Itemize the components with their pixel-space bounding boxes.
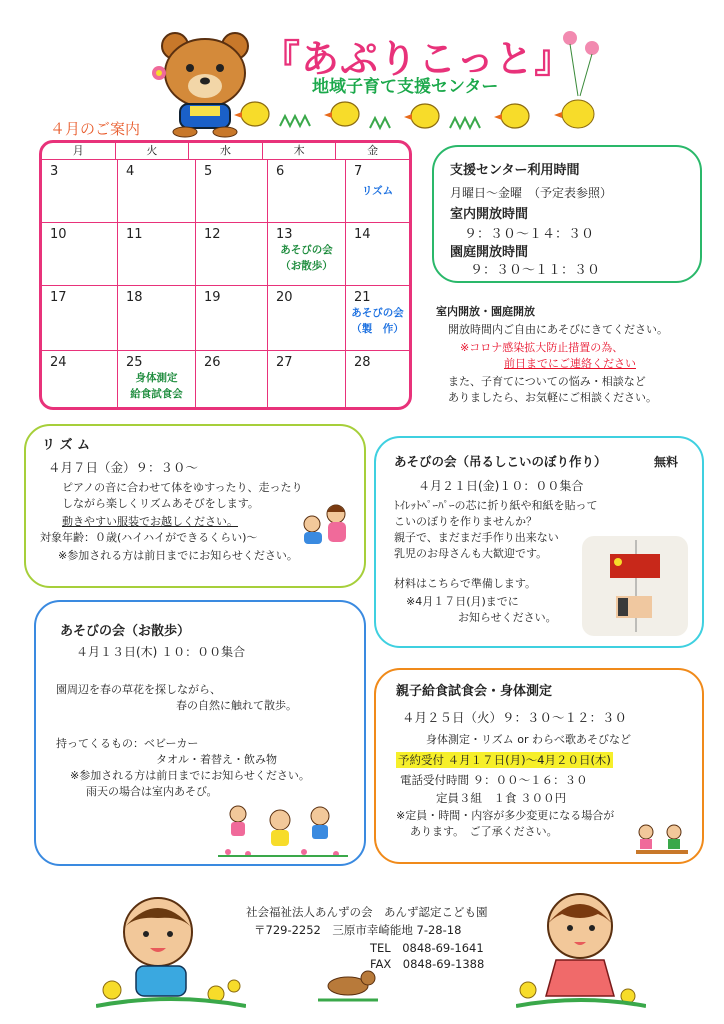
hours-days: 月曜日～金曜 （予定表参照）: [450, 186, 613, 200]
calendar-day-cell: [42, 160, 118, 222]
walk-line1: 園周辺を春の草花を探しながら、: [56, 683, 221, 696]
lunch-title: 親子給食試食会・身体測定: [396, 684, 553, 699]
open-info-line3: ありましたら、お気軽にご相談ください。: [448, 391, 657, 404]
calendar-event: あそびの会: [280, 244, 333, 256]
day-number: 25: [126, 355, 143, 370]
calendar-day-cell: [346, 160, 409, 222]
calendar-day-cell: [196, 286, 268, 350]
koinobori-box: [374, 436, 704, 648]
garden-time: ９：３０～１１：３０: [470, 263, 601, 278]
rhythm-line1: ピアノの音に合わせて体をゆすったり、走ったり: [62, 481, 303, 494]
calendar-event: 給食試食会: [130, 388, 183, 400]
day-number: 10: [50, 227, 67, 242]
day-number: 6: [276, 164, 285, 179]
calendar-day-cell: [118, 223, 196, 285]
koinobori-line1: ﾄｲﾚｯﾄﾍﾟｰﾊﾟｰの芯に折り紙や和紙を貼って: [394, 499, 598, 512]
day-number: 7: [354, 164, 363, 179]
footer-org: 社会福祉法人あんずの会 あんず認定こども園: [246, 905, 488, 919]
girl-illustration: [516, 886, 646, 1010]
calendar-event: 身体測定: [135, 372, 178, 384]
calendar-day-cell: [346, 286, 409, 350]
day-number: 19: [204, 290, 221, 305]
day-number: 24: [50, 355, 67, 370]
open-info-title: 室内開放・園庭開放: [436, 305, 535, 318]
koinobori-free: 無料: [654, 455, 679, 469]
lunch-capacity: 定員３組 １食 ３００円: [436, 791, 567, 805]
calendar-day-cell: [42, 286, 118, 350]
weekday-thu: 木: [263, 143, 337, 159]
parent-child-illustration: [294, 500, 358, 552]
calendar-event: （お散歩）: [280, 260, 333, 272]
day-number: 26: [204, 355, 221, 370]
calendar-event: リズム: [361, 185, 394, 197]
rhythm-date: ４月７日（金）９：３０～: [48, 460, 199, 475]
day-number: 27: [276, 355, 293, 370]
rhythm-line3: 動きやすい服装でお越しください。: [62, 515, 238, 528]
calendar-day-cell: [196, 160, 268, 222]
calendar-day-cell: [196, 351, 268, 410]
calendar-day-cell: [268, 160, 346, 222]
dog-illustration: [318, 962, 378, 1002]
lunch-date: ４月２５日（火）９：３０～１２：３０: [402, 710, 628, 725]
weekday-fri: 金: [367, 144, 379, 157]
rhythm-title: リ ズ ム: [42, 438, 91, 453]
day-number: 17: [50, 290, 67, 305]
day-number: 12: [204, 227, 221, 242]
koinobori-line7: お知らせください。: [458, 611, 557, 624]
reservation-period: 予約受付 ４月１７日(月)～4月２０日(木): [398, 753, 611, 767]
day-number: 4: [126, 164, 135, 179]
hours-box: [432, 145, 702, 283]
indoor-label: 室内開放時間: [450, 207, 529, 222]
flower-icon: [150, 64, 168, 82]
calendar-event: あそびの会: [351, 307, 404, 319]
calendar-week-row: [42, 351, 409, 410]
covid-notice: ※コロナ感染拡大防止措置の為、: [460, 341, 624, 354]
calendar-day-cell: [268, 286, 346, 350]
lunch-note1: ※定員・時間・内容が多少変更になる場合が: [396, 809, 615, 822]
koinobori-line3: 親子で、まだまだ手作り出来ない: [394, 531, 559, 544]
koinobori-line4: 乳児のお母さんも大歓迎です。: [394, 547, 548, 560]
boy-illustration: [96, 890, 246, 1010]
day-number: 21: [354, 290, 371, 305]
calendar: [39, 140, 412, 410]
eating-children-illustration: [632, 822, 692, 858]
open-info-line1: 開放時間内ご自由にあそびにきてください。: [448, 323, 668, 336]
walk-date: ４月１３日(木) １０：００集合: [76, 645, 246, 659]
day-number: 20: [276, 290, 293, 305]
calendar-day-cell: [118, 160, 196, 222]
calendar-day-cell: [118, 351, 196, 410]
walk-rain: 雨天の場合は室内あそび。: [86, 785, 218, 798]
calendar-day-cell: [268, 351, 346, 410]
lunch-line1: 身体測定・リズム or わらべ歌あそびなど: [426, 733, 632, 746]
open-info-line2: また、子育てについての悩み・相談など: [448, 375, 646, 388]
calendar-day-cell: [42, 351, 118, 410]
lunch-note2: あります。 ご了承ください。: [410, 825, 558, 838]
day-number: 3: [50, 164, 59, 179]
covid-contact: 前日までにご連絡ください: [504, 357, 636, 370]
calendar-day-cell: [118, 286, 196, 350]
calendar-header: [42, 143, 409, 160]
day-number: 28: [354, 355, 371, 370]
footer-fax: FAX 0848-69-1388: [370, 957, 485, 971]
koinobori-photo: [582, 536, 688, 636]
koinobori-line6: ※4月１７日(月)までに: [406, 595, 519, 608]
day-number: 13: [276, 227, 293, 242]
calendar-day-cell: [346, 351, 409, 410]
open-info: [436, 302, 716, 412]
koinobori-line2: こいのぼりを作りませんか？: [394, 515, 537, 528]
calendar-week-row: [42, 223, 409, 286]
koinobori-date: ４月２１日(金)１０：００集合: [418, 479, 584, 493]
walk-title: あそびの会（お散歩）: [60, 624, 191, 639]
calendar-event: （製 作）: [351, 323, 404, 335]
weekday-tue: 火: [116, 143, 190, 159]
rhythm-line2: しながら楽しくリズムあそびをします。: [62, 497, 259, 510]
walk-line2: 春の自然に触れて散歩。: [176, 699, 297, 712]
calendar-week-row: [42, 286, 409, 351]
calendar-day-cell: [42, 223, 118, 285]
rhythm-age: 対象年齢：０歳(ハイハイができるくらい)～: [40, 531, 258, 544]
weekday-wed: 水: [189, 143, 263, 159]
garden-label: 園庭開放時間: [450, 245, 529, 260]
lunch-box: [374, 668, 704, 864]
day-number: 11: [126, 227, 143, 242]
walk-line4: タオル・着替え・飲み物: [156, 753, 277, 766]
walk-line3: 持ってくるもの：ベビーカー: [56, 737, 199, 750]
day-number: 14: [354, 227, 371, 242]
day-number: 18: [126, 290, 143, 305]
page-title: 『あぷりこっと』: [262, 37, 574, 81]
calendar-day-cell: [268, 223, 346, 285]
koinobori-title: あそびの会（吊るしこいのぼり作り）: [394, 454, 607, 469]
children-walking-illustration: [218, 798, 348, 860]
calendar-day-cell: [196, 223, 268, 285]
hours-title: 支援センター利用時間: [450, 163, 580, 178]
rhythm-note: ※参加される方は前日までにお知らせください。: [58, 549, 298, 562]
lunch-phone-hours: 電話受付時間 ９：００～１６：３０: [400, 773, 588, 787]
rhythm-box: [24, 424, 366, 588]
calendar-day-cell: [346, 223, 409, 285]
calendar-week-row: [42, 160, 409, 223]
koinobori-line5: 材料はこちらで準備します。: [394, 577, 537, 590]
month-label: ４月のご案内: [50, 120, 141, 138]
weekday-mon: 月: [42, 143, 116, 159]
page-subtitle: 地域子育て支援センター: [312, 77, 499, 97]
walk-note: ※参加される方は前日までにお知らせください。: [70, 769, 310, 782]
indoor-time: ９：３０～１４：３０: [464, 227, 595, 242]
walk-box: [34, 600, 366, 866]
footer-address: 〒729-2252 三原市幸崎能地 7-28-18: [254, 923, 462, 937]
footer-tel: TEL 0848-69-1641: [370, 941, 484, 955]
day-number: 5: [204, 164, 213, 179]
